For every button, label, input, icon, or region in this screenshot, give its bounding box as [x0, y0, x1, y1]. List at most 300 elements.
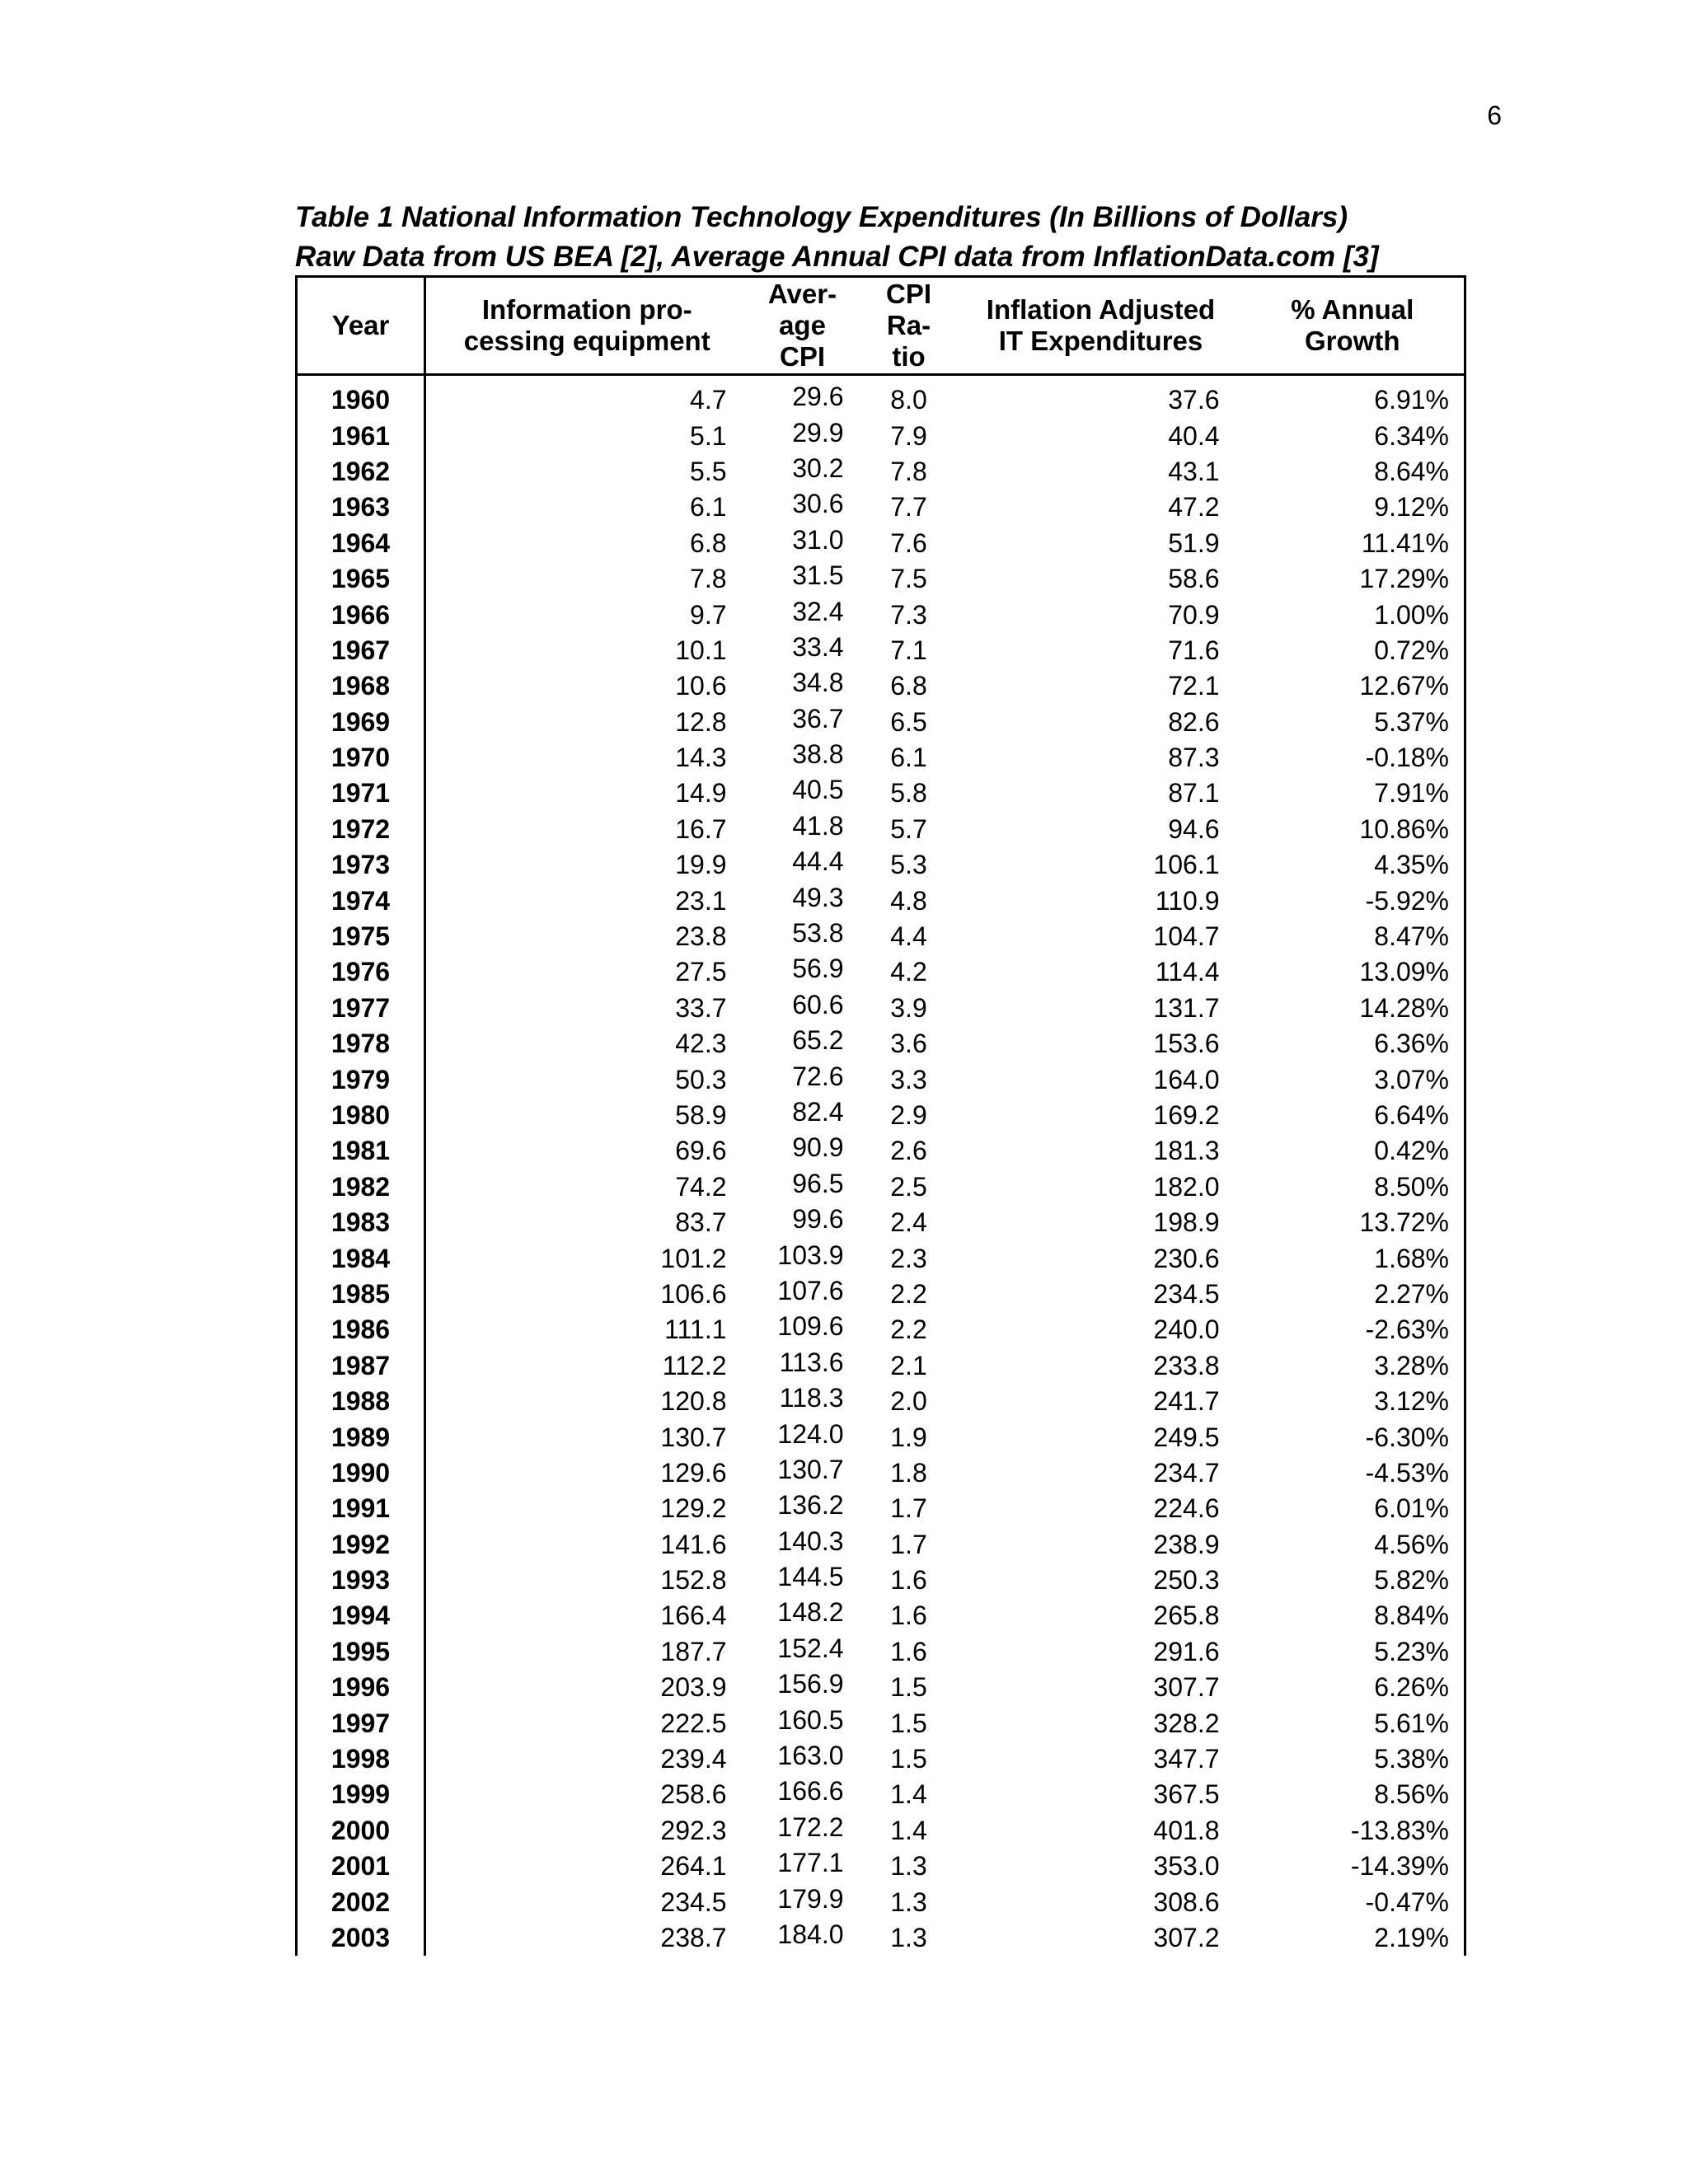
cell-annual-growth: 17.29% — [1241, 561, 1465, 597]
cell-average-cpi: 109.6 — [777, 1311, 844, 1342]
cell-annual-growth: 10.86% — [1241, 812, 1465, 847]
cell-annual-growth: -0.47% — [1241, 1884, 1465, 1919]
cell-inflation-adjusted: 308.6 — [1153, 1886, 1220, 1917]
cell-cpi-ratio: 2.5 — [890, 1171, 927, 1202]
cell-information-processing-equipment: 112.2 — [662, 1350, 727, 1380]
cell-cpi-ratio: 2.6 — [890, 1136, 927, 1166]
cell-average-cpi: 30.2 — [792, 452, 844, 483]
cell-cpi-ratio: 1.5 — [890, 1708, 927, 1738]
cell-average-cpi: 41.8 — [792, 810, 844, 841]
cell-inflation-adjusted: 265.8 — [1153, 1601, 1220, 1631]
cell-information-processing-equipment: 10.1 — [675, 635, 727, 665]
cell-cpi-ratio: 6.1 — [890, 743, 927, 773]
cell-average-cpi: 160.5 — [777, 1704, 844, 1735]
expenditures-table-wrapper — [295, 275, 1464, 1956]
cell-inflation-adjusted: 238.9 — [1153, 1529, 1220, 1559]
cell-year: 1974 — [297, 883, 425, 918]
expenditures-table — [295, 275, 1466, 1956]
cell-average-cpi: 90.9 — [792, 1132, 844, 1163]
cell-year: 1997 — [297, 1705, 425, 1741]
cell-cpi-ratio: 2.3 — [890, 1243, 927, 1273]
table-row — [297, 1169, 1465, 1205]
caption-line-1: Table 1 National Information Technology Expenditures (In Billions of Dollars) — [295, 201, 1348, 233]
cell-inflation-adjusted: 198.9 — [1153, 1207, 1220, 1238]
cell-inflation-adjusted: 104.7 — [1153, 921, 1220, 952]
cell-information-processing-equipment: 106.6 — [660, 1278, 727, 1309]
cell-annual-growth: 13.09% — [1241, 954, 1465, 990]
cell-year: 1963 — [297, 490, 425, 525]
cell-year: 1993 — [297, 1563, 425, 1598]
cell-inflation-adjusted: 106.1 — [1153, 850, 1220, 880]
table-row — [297, 561, 1465, 597]
cell-year: 1990 — [297, 1455, 425, 1491]
cell-information-processing-equipment: 129.6 — [660, 1457, 727, 1488]
cell-information-processing-equipment: 166.4 — [660, 1601, 727, 1631]
cell-information-processing-equipment: 264.1 — [660, 1851, 727, 1882]
cell-inflation-adjusted: 401.8 — [1153, 1815, 1220, 1845]
cell-information-processing-equipment: 203.9 — [660, 1672, 727, 1703]
table-row — [297, 1026, 1465, 1062]
cell-inflation-adjusted: 169.2 — [1153, 1100, 1220, 1130]
cell-average-cpi: 65.2 — [792, 1025, 844, 1056]
cell-inflation-adjusted: 153.6 — [1153, 1029, 1220, 1059]
cell-annual-growth: 3.07% — [1241, 1062, 1465, 1097]
cell-inflation-adjusted: 233.8 — [1153, 1350, 1220, 1380]
cell-annual-growth: -4.53% — [1241, 1455, 1465, 1491]
cell-information-processing-equipment: 120.8 — [660, 1386, 727, 1417]
cell-annual-growth: -5.92% — [1241, 883, 1465, 918]
cell-annual-growth: 0.72% — [1241, 633, 1465, 668]
cell-annual-growth: -2.63% — [1241, 1312, 1465, 1347]
cell-information-processing-equipment: 42.3 — [675, 1029, 727, 1059]
cell-cpi-ratio: 8.0 — [890, 385, 927, 415]
cell-cpi-ratio: 2.0 — [890, 1386, 927, 1417]
cell-average-cpi: 103.9 — [777, 1240, 844, 1270]
table-row — [297, 1277, 1465, 1312]
cell-cpi-ratio: 5.3 — [890, 850, 927, 880]
cell-annual-growth: 14.28% — [1241, 991, 1465, 1026]
cell-information-processing-equipment: 74.2 — [675, 1171, 727, 1202]
cell-average-cpi: 152.4 — [777, 1633, 844, 1663]
header-annual-growth — [1241, 277, 1465, 375]
cell-cpi-ratio: 1.9 — [890, 1422, 927, 1452]
table-row — [297, 1205, 1465, 1240]
cell-annual-growth: 3.12% — [1241, 1384, 1465, 1419]
table-row — [297, 1670, 1465, 1705]
cell-year: 1978 — [297, 1026, 425, 1062]
cell-information-processing-equipment: 152.8 — [660, 1565, 727, 1596]
cell-annual-growth: 8.47% — [1241, 919, 1465, 954]
cell-information-processing-equipment: 14.3 — [675, 743, 727, 773]
cell-information-processing-equipment: 83.7 — [675, 1207, 727, 1238]
table-row — [297, 919, 1465, 954]
cell-annual-growth: 1.00% — [1241, 597, 1465, 632]
cell-inflation-adjusted: 51.9 — [1168, 527, 1220, 558]
cell-average-cpi: 36.7 — [792, 703, 844, 733]
table-row — [297, 776, 1465, 811]
cell-year: 1977 — [297, 991, 425, 1026]
cell-year: 1972 — [297, 812, 425, 847]
cell-year: 1975 — [297, 919, 425, 954]
table-body — [297, 375, 1465, 1957]
cell-year: 1967 — [297, 633, 425, 668]
cell-inflation-adjusted: 347.7 — [1153, 1744, 1220, 1774]
cell-information-processing-equipment: 6.8 — [690, 527, 727, 558]
cell-year: 1986 — [297, 1312, 425, 1347]
cell-average-cpi: 118.3 — [779, 1383, 844, 1413]
table-row — [297, 418, 1465, 453]
header-adjusted-line-1: Inflation Adjusted — [986, 294, 1216, 325]
table-row — [297, 1384, 1465, 1419]
table-row — [297, 1813, 1465, 1849]
table-row — [297, 1098, 1465, 1133]
cell-year: 1965 — [297, 561, 425, 597]
cell-cpi-ratio: 6.5 — [890, 706, 927, 737]
cell-information-processing-equipment: 16.7 — [675, 813, 727, 844]
cell-cpi-ratio: 1.3 — [890, 1886, 927, 1917]
cell-average-cpi: 184.0 — [777, 1919, 844, 1949]
cell-average-cpi: 44.4 — [792, 846, 844, 877]
cell-cpi-ratio: 1.8 — [890, 1457, 927, 1488]
cell-annual-growth: 9.12% — [1241, 490, 1465, 525]
cell-information-processing-equipment: 12.8 — [675, 706, 727, 737]
cell-inflation-adjusted: 114.4 — [1155, 957, 1220, 987]
cell-information-processing-equipment: 14.9 — [675, 778, 727, 808]
cell-cpi-ratio: 2.2 — [890, 1315, 927, 1345]
cell-annual-growth: 6.01% — [1241, 1491, 1465, 1526]
table-row — [297, 1634, 1465, 1670]
cell-cpi-ratio: 1.6 — [890, 1636, 927, 1666]
cell-average-cpi: 99.6 — [792, 1204, 844, 1235]
header-ratio-line-2: tio — [892, 341, 926, 372]
table-row — [297, 597, 1465, 632]
header-cpi-line-2: age — [779, 310, 826, 340]
cell-annual-growth: 3.28% — [1241, 1348, 1465, 1384]
cell-inflation-adjusted: 43.1 — [1168, 456, 1220, 486]
cell-inflation-adjusted: 240.0 — [1153, 1315, 1220, 1345]
cell-information-processing-equipment: 27.5 — [675, 957, 727, 987]
cell-cpi-ratio: 2.9 — [890, 1100, 927, 1130]
cell-information-processing-equipment: 111.1 — [664, 1315, 727, 1345]
cell-information-processing-equipment: 58.9 — [675, 1100, 727, 1130]
cell-inflation-adjusted: 72.1 — [1168, 671, 1220, 701]
cell-average-cpi: 33.4 — [792, 631, 844, 662]
cell-average-cpi: 156.9 — [777, 1669, 844, 1699]
cell-average-cpi: 107.6 — [777, 1275, 844, 1305]
table-row — [297, 1133, 1465, 1169]
table-row — [297, 1240, 1465, 1276]
cell-year: 1982 — [297, 1169, 425, 1205]
table-row — [297, 454, 1465, 490]
cell-annual-growth: 11.41% — [1241, 526, 1465, 561]
table-row — [297, 1705, 1465, 1741]
table-row — [297, 991, 1465, 1026]
cell-year: 1960 — [297, 375, 425, 419]
cell-annual-growth: -13.83% — [1241, 1813, 1465, 1849]
cell-year: 1987 — [297, 1348, 425, 1384]
cell-year: 2002 — [297, 1884, 425, 1919]
table-row — [297, 812, 1465, 847]
cell-cpi-ratio: 1.4 — [890, 1779, 927, 1810]
cell-inflation-adjusted: 353.0 — [1153, 1851, 1220, 1882]
caption-line-2: Raw Data from US BEA [2], Average Annual CPI data from InflationData.com [3] — [295, 241, 1379, 273]
cell-information-processing-equipment: 23.8 — [675, 921, 727, 952]
cell-cpi-ratio: 7.5 — [890, 564, 927, 594]
cell-cpi-ratio: 3.6 — [890, 1029, 927, 1059]
cell-annual-growth: 6.64% — [1241, 1098, 1465, 1133]
cell-cpi-ratio: 6.8 — [890, 671, 927, 701]
cell-year: 1980 — [297, 1098, 425, 1133]
cell-cpi-ratio: 1.5 — [890, 1744, 927, 1774]
cell-inflation-adjusted: 47.2 — [1168, 492, 1220, 523]
cell-cpi-ratio: 1.3 — [890, 1851, 927, 1882]
cell-information-processing-equipment: 5.1 — [690, 420, 727, 451]
cell-information-processing-equipment: 19.9 — [675, 850, 727, 880]
cell-cpi-ratio: 3.9 — [890, 992, 927, 1023]
header-cpi-line-1: Aver- — [767, 279, 837, 309]
cell-annual-growth: 12.67% — [1241, 668, 1465, 704]
cell-year: 1964 — [297, 526, 425, 561]
cell-information-processing-equipment: 7.8 — [690, 564, 727, 594]
cell-inflation-adjusted: 250.3 — [1153, 1565, 1220, 1596]
cell-average-cpi: 56.9 — [792, 954, 844, 984]
cell-average-cpi: 72.6 — [792, 1061, 844, 1091]
cell-annual-growth: 8.64% — [1241, 454, 1465, 490]
cell-cpi-ratio: 3.3 — [890, 1064, 927, 1094]
cell-annual-growth: 13.72% — [1241, 1205, 1465, 1240]
cell-cpi-ratio: 4.4 — [890, 921, 927, 952]
cell-information-processing-equipment: 6.1 — [690, 492, 727, 523]
cell-year: 1999 — [297, 1777, 425, 1812]
cell-annual-growth: 8.50% — [1241, 1169, 1465, 1205]
header-growth-line-2: Growth — [1305, 326, 1400, 356]
cell-annual-growth: -0.18% — [1241, 740, 1465, 776]
cell-annual-growth: 5.82% — [1241, 1563, 1465, 1598]
cell-year: 1962 — [297, 454, 425, 490]
table-row — [297, 705, 1465, 740]
cell-average-cpi: 40.5 — [792, 775, 844, 805]
cell-average-cpi: 124.0 — [777, 1418, 844, 1449]
cell-inflation-adjusted: 87.3 — [1168, 743, 1220, 773]
header-ipe-line-2: cessing equipment — [463, 326, 710, 356]
table-row — [297, 847, 1465, 883]
cell-average-cpi: 96.5 — [792, 1168, 844, 1198]
cell-information-processing-equipment: 129.2 — [660, 1493, 727, 1524]
table-row — [297, 1312, 1465, 1347]
cell-cpi-ratio: 1.6 — [890, 1565, 927, 1596]
table-row — [297, 1491, 1465, 1526]
cell-information-processing-equipment: 222.5 — [660, 1708, 727, 1738]
cell-information-processing-equipment: 69.6 — [675, 1136, 727, 1166]
cell-average-cpi: 113.6 — [779, 1347, 844, 1377]
cell-inflation-adjusted: 307.2 — [1153, 1922, 1220, 1952]
table-row — [297, 1062, 1465, 1097]
cell-year: 1979 — [297, 1062, 425, 1097]
cell-average-cpi: 32.4 — [792, 596, 844, 626]
cell-average-cpi: 136.2 — [777, 1490, 844, 1521]
cell-year: 1973 — [297, 847, 425, 883]
cell-cpi-ratio: 2.2 — [890, 1278, 927, 1309]
cell-cpi-ratio: 2.4 — [890, 1207, 927, 1238]
cell-average-cpi: 148.2 — [777, 1597, 844, 1628]
cell-information-processing-equipment: 239.4 — [660, 1744, 727, 1774]
cell-annual-growth: 8.84% — [1241, 1598, 1465, 1633]
page-number: 6 — [1487, 101, 1502, 130]
cell-information-processing-equipment: 234.5 — [660, 1886, 727, 1917]
table-header-row — [297, 277, 1465, 375]
cell-average-cpi: 34.8 — [792, 668, 844, 698]
cell-inflation-adjusted: 181.3 — [1153, 1136, 1220, 1166]
cell-year: 1981 — [297, 1133, 425, 1169]
table-row — [297, 1563, 1465, 1598]
cell-average-cpi: 140.3 — [777, 1526, 844, 1556]
cell-annual-growth: 0.42% — [1241, 1133, 1465, 1169]
cell-year: 1983 — [297, 1205, 425, 1240]
cell-annual-growth: 5.23% — [1241, 1634, 1465, 1670]
table-row — [297, 883, 1465, 918]
cell-information-processing-equipment: 5.5 — [690, 456, 727, 486]
cell-year: 1994 — [297, 1598, 425, 1633]
cell-information-processing-equipment: 141.6 — [660, 1529, 727, 1559]
cell-information-processing-equipment: 130.7 — [660, 1422, 727, 1452]
cell-year: 1971 — [297, 776, 425, 811]
cell-information-processing-equipment: 33.7 — [675, 992, 727, 1023]
cell-year: 1995 — [297, 1634, 425, 1670]
cell-inflation-adjusted: 224.6 — [1153, 1493, 1220, 1524]
cell-cpi-ratio: 4.2 — [890, 957, 927, 987]
cell-inflation-adjusted: 40.4 — [1168, 420, 1220, 451]
cell-inflation-adjusted: 70.9 — [1168, 599, 1220, 630]
cell-average-cpi: 177.1 — [777, 1848, 844, 1878]
cell-annual-growth: 4.35% — [1241, 847, 1465, 883]
cell-average-cpi: 144.5 — [777, 1562, 844, 1592]
cell-year: 1996 — [297, 1670, 425, 1705]
cell-year: 1976 — [297, 954, 425, 990]
cell-information-processing-equipment: 9.7 — [690, 599, 727, 630]
cell-annual-growth: -6.30% — [1241, 1419, 1465, 1455]
header-year: Year — [297, 277, 425, 375]
table-row — [297, 1455, 1465, 1491]
cell-inflation-adjusted: 164.0 — [1153, 1064, 1220, 1094]
cell-information-processing-equipment: 258.6 — [660, 1779, 727, 1810]
cell-inflation-adjusted: 291.6 — [1153, 1636, 1220, 1666]
table-row — [297, 1527, 1465, 1563]
cell-cpi-ratio: 1.4 — [890, 1815, 927, 1845]
table-row — [297, 1777, 1465, 1812]
table-row — [297, 668, 1465, 704]
table-row — [297, 633, 1465, 668]
cell-average-cpi: 49.3 — [792, 882, 844, 912]
cell-information-processing-equipment: 238.7 — [660, 1922, 727, 1952]
header-cpi-ratio — [857, 277, 961, 375]
table-row — [297, 1884, 1465, 1919]
cell-inflation-adjusted: 328.2 — [1153, 1708, 1220, 1738]
cell-inflation-adjusted: 367.5 — [1153, 1779, 1220, 1810]
cell-annual-growth: 1.68% — [1241, 1240, 1465, 1276]
cell-inflation-adjusted: 182.0 — [1153, 1171, 1220, 1202]
cell-average-cpi: 31.5 — [792, 560, 844, 591]
cell-year: 1966 — [297, 597, 425, 632]
cell-cpi-ratio: 5.8 — [890, 778, 927, 808]
cell-cpi-ratio: 7.9 — [890, 420, 927, 451]
cell-year: 2001 — [297, 1849, 425, 1884]
cell-annual-growth: 5.61% — [1241, 1705, 1465, 1741]
cell-information-processing-equipment: 23.1 — [675, 885, 727, 916]
cell-average-cpi: 29.6 — [792, 382, 844, 412]
cell-inflation-adjusted: 230.6 — [1153, 1243, 1220, 1273]
header-growth-line-1: % Annual — [1291, 294, 1414, 325]
cell-average-cpi: 29.9 — [792, 417, 844, 448]
cell-cpi-ratio: 7.8 — [890, 456, 927, 486]
header-adjusted-line-2: IT Expenditures — [998, 326, 1203, 356]
cell-annual-growth: -14.39% — [1241, 1849, 1465, 1884]
cell-year: 1970 — [297, 740, 425, 776]
cell-annual-growth: 5.37% — [1241, 705, 1465, 740]
cell-cpi-ratio: 2.1 — [890, 1350, 927, 1380]
cell-inflation-adjusted: 58.6 — [1168, 564, 1220, 594]
cell-inflation-adjusted: 131.7 — [1153, 992, 1220, 1023]
cell-inflation-adjusted: 110.9 — [1155, 885, 1220, 916]
cell-average-cpi: 130.7 — [777, 1454, 844, 1484]
cell-cpi-ratio: 1.7 — [890, 1529, 927, 1559]
cell-annual-growth: 8.56% — [1241, 1777, 1465, 1812]
cell-annual-growth: 7.91% — [1241, 776, 1465, 811]
cell-year: 1991 — [297, 1491, 425, 1526]
header-ratio-line-1: CPI Ra- — [885, 279, 931, 340]
cell-annual-growth: 4.56% — [1241, 1527, 1465, 1563]
cell-year: 2003 — [297, 1920, 425, 1956]
header-ipe-line-1: Information pro- — [481, 294, 692, 325]
cell-annual-growth: 2.27% — [1241, 1277, 1465, 1312]
cell-inflation-adjusted: 82.6 — [1168, 706, 1220, 737]
cell-cpi-ratio: 7.3 — [890, 599, 927, 630]
cell-cpi-ratio: 1.5 — [890, 1672, 927, 1703]
cell-year: 1985 — [297, 1277, 425, 1312]
cell-year: 1989 — [297, 1419, 425, 1455]
cell-inflation-adjusted: 87.1 — [1168, 778, 1220, 808]
cell-average-cpi: 53.8 — [792, 918, 844, 949]
table-row — [297, 1849, 1465, 1884]
cell-average-cpi: 82.4 — [792, 1097, 844, 1127]
cell-average-cpi: 166.6 — [777, 1776, 844, 1807]
cell-inflation-adjusted: 307.7 — [1153, 1672, 1220, 1703]
table-row — [297, 1598, 1465, 1633]
header-average-cpi — [748, 277, 857, 375]
table-row — [297, 954, 1465, 990]
cell-cpi-ratio: 5.7 — [890, 813, 927, 844]
cell-information-processing-equipment: 101.2 — [660, 1243, 727, 1273]
cell-inflation-adjusted: 249.5 — [1153, 1422, 1220, 1452]
cell-cpi-ratio: 1.6 — [890, 1601, 927, 1631]
cell-cpi-ratio: 1.3 — [890, 1922, 927, 1952]
cell-year: 1992 — [297, 1527, 425, 1563]
table-row — [297, 1920, 1465, 1956]
cell-average-cpi: 31.0 — [792, 524, 844, 555]
cell-inflation-adjusted: 94.6 — [1168, 813, 1220, 844]
cell-cpi-ratio: 7.1 — [890, 635, 927, 665]
cell-annual-growth: 5.38% — [1241, 1741, 1465, 1777]
cell-cpi-ratio: 7.7 — [890, 492, 927, 523]
cell-annual-growth: 6.34% — [1241, 418, 1465, 453]
cell-year: 1998 — [297, 1741, 425, 1777]
cell-average-cpi: 60.6 — [792, 989, 844, 1019]
cell-year: 1984 — [297, 1240, 425, 1276]
cell-cpi-ratio: 7.6 — [890, 527, 927, 558]
cell-year: 1969 — [297, 705, 425, 740]
cell-average-cpi: 163.0 — [777, 1741, 844, 1771]
table-caption — [295, 198, 1531, 277]
table-row — [297, 1419, 1465, 1455]
